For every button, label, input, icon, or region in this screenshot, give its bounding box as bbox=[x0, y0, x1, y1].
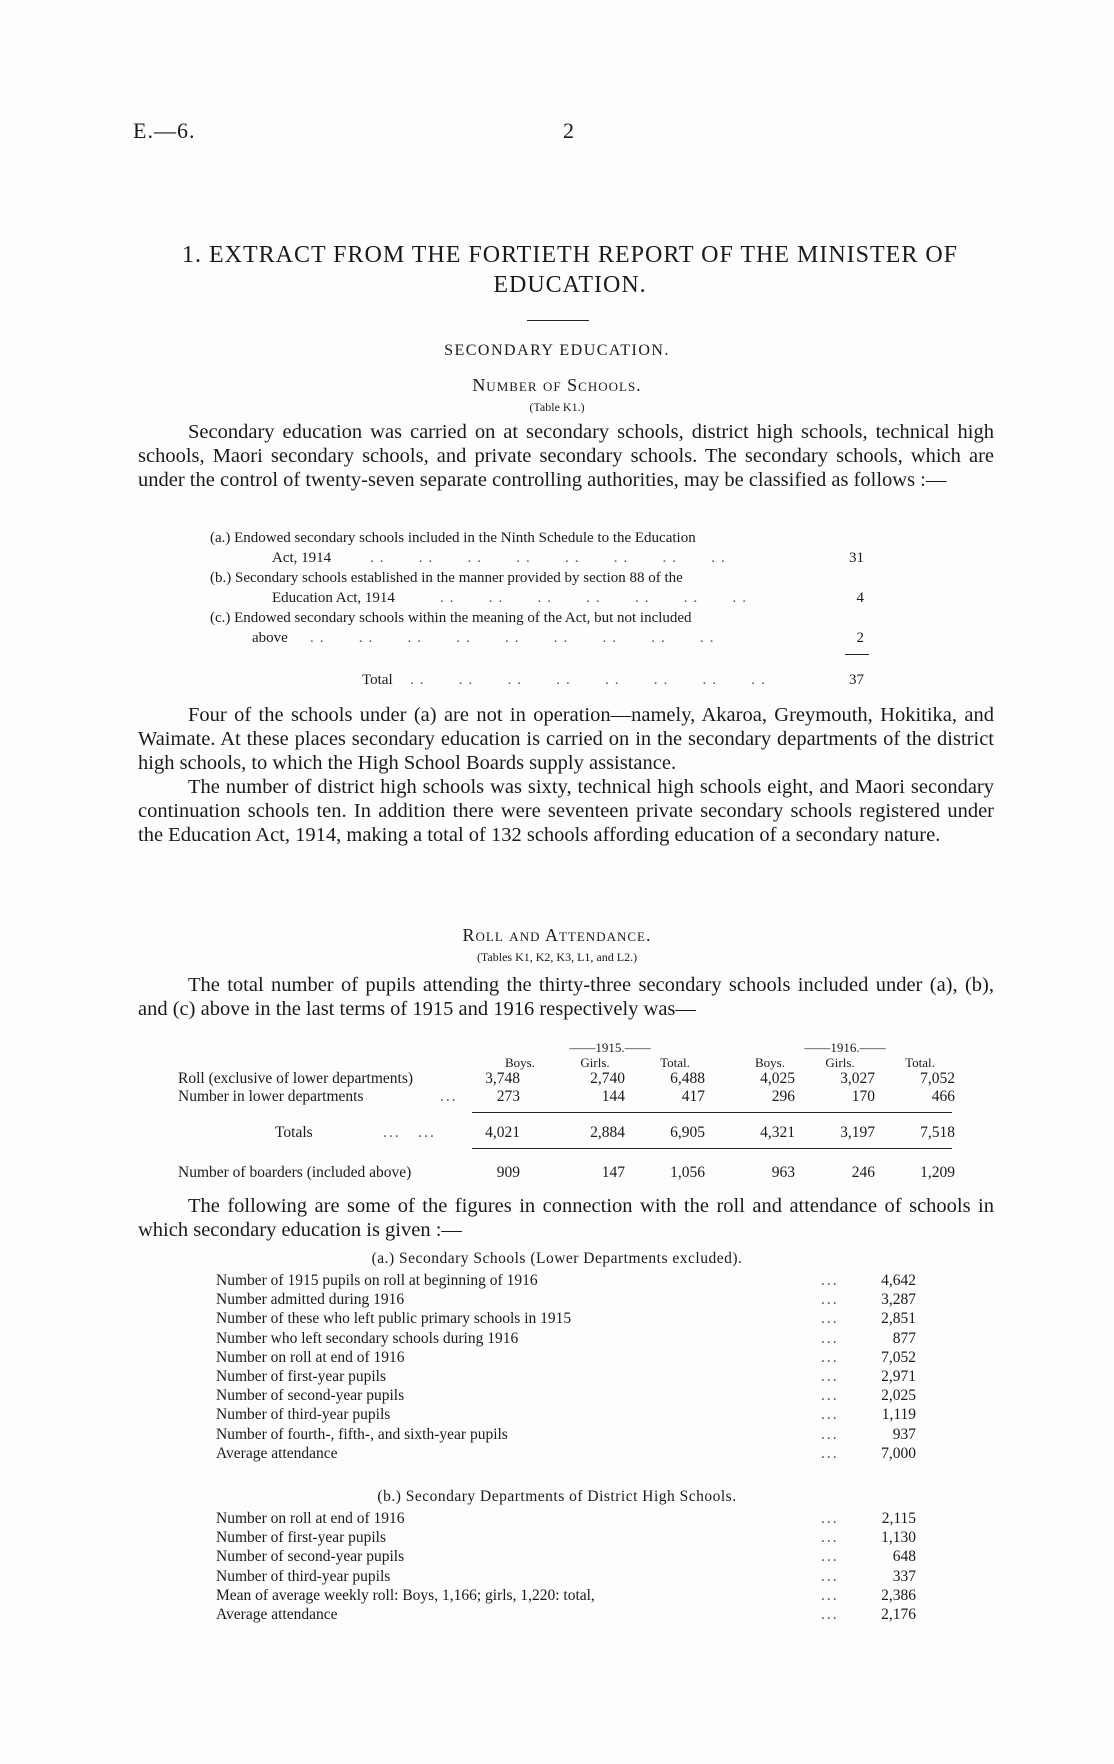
class-a-value: 31 bbox=[849, 550, 864, 566]
table-cell: 6,488 bbox=[670, 1070, 705, 1087]
list-item-label: Mean of average weekly roll: Boys, 1,166; girls, 1,220: total, bbox=[216, 1586, 595, 1604]
list-item bbox=[216, 1445, 916, 1464]
column-header: Girls. bbox=[580, 1055, 610, 1070]
list-item-label: Number of fourth-, fifth-, and sixth-year pupils bbox=[216, 1425, 508, 1443]
table-row-label: Number of boarders (included above) bbox=[178, 1164, 412, 1181]
list-item-value: 1,119 bbox=[881, 1406, 916, 1424]
table-cell: 3,197 bbox=[840, 1124, 875, 1141]
list-item bbox=[216, 1568, 916, 1587]
list-item-label: Number of 1915 pupils on roll at beginning of 1916 bbox=[216, 1272, 538, 1289]
column-header: Total. bbox=[660, 1055, 690, 1070]
list-item-label: Average attendance bbox=[216, 1444, 338, 1462]
paragraph-text: The number of district high schools was sixty, technical high schools eight, and Maori secondary continuation schools ten. In addition there were seventeen private secondary schools registered under the Education Act, 1914, making a total of 132 schools affording education of a secondary nature. bbox=[138, 776, 994, 846]
list-item-value: 7,052 bbox=[881, 1348, 916, 1366]
leader-dots: ... ... bbox=[383, 1124, 436, 1141]
column-header: Girls. bbox=[825, 1055, 855, 1070]
list-item-label: Number of first-year pupils bbox=[216, 1368, 387, 1385]
list-item bbox=[216, 1387, 916, 1406]
table-cell: 246 bbox=[851, 1164, 875, 1181]
leader-dots: ... bbox=[821, 1606, 839, 1623]
list-item-value: 337 bbox=[892, 1567, 916, 1585]
column-header: Boys. bbox=[755, 1055, 785, 1070]
table-row-label: Number in lower departments bbox=[178, 1088, 364, 1105]
classes-total-value: 37 bbox=[849, 672, 864, 688]
section-subheading: Roll and Attendance. bbox=[462, 925, 652, 945]
list-item bbox=[216, 1587, 916, 1606]
leader-dots: ... bbox=[821, 1567, 839, 1585]
sum-rule bbox=[845, 654, 869, 655]
list-item bbox=[216, 1272, 916, 1291]
table-cell: 4,025 bbox=[760, 1070, 795, 1087]
year-1915-header: ——1915.—— bbox=[569, 1040, 651, 1055]
leader-dots: .. .. .. .. .. .. .. .. bbox=[370, 550, 731, 566]
list-item bbox=[216, 1291, 916, 1310]
list-item bbox=[216, 1368, 916, 1387]
leader-dots: ... bbox=[821, 1510, 839, 1527]
table-cell: 1,056 bbox=[670, 1164, 705, 1181]
classes-total-label: Total bbox=[362, 672, 393, 688]
leader-dots: ... bbox=[821, 1291, 839, 1309]
leader-dots: ... bbox=[821, 1272, 839, 1289]
leader-dots: ... bbox=[821, 1329, 839, 1347]
school-classification-list bbox=[210, 528, 910, 658]
table-cell: 7,518 bbox=[920, 1124, 955, 1141]
class-a-line1: (a.) Endowed secondary schools included in the Ninth Schedule to the Education bbox=[210, 530, 696, 546]
list-item-label: Number on roll at end of 1916 bbox=[216, 1510, 405, 1527]
list-item-value: 2,025 bbox=[881, 1387, 916, 1405]
list-item-value: 937 bbox=[892, 1425, 916, 1443]
leader-dots: .. .. .. .. .. .. .. .. .. bbox=[310, 630, 720, 646]
list-item-label: Number of second-year pupils bbox=[216, 1548, 405, 1566]
paragraph-text: Four of the schools under (a) are not in operation—namely, Akaroa, Greymouth, Hokitika, and Waimate. At these places secondary education is carried on in the secondary departments of the district high schools, to which the High School Boards supply assistance. bbox=[138, 704, 994, 774]
table-cell: 144 bbox=[601, 1088, 625, 1105]
list-item-value: 2,176 bbox=[881, 1606, 916, 1623]
table-note: (Tables K1, K2, K3, L1, and L2.) bbox=[476, 950, 638, 964]
paragraph-operation bbox=[138, 703, 994, 847]
list-item-value: 2,971 bbox=[881, 1368, 916, 1385]
paragraph-text: The following are some of the figures in connection with the roll and attendance of schools in which secondary education is given :— bbox=[138, 1195, 994, 1241]
page-number: 2 bbox=[563, 118, 574, 143]
list-item bbox=[216, 1426, 916, 1445]
leader-dots: .. .. .. .. .. .. .. .. bbox=[410, 672, 771, 688]
table-cell: 296 bbox=[771, 1088, 795, 1105]
class-c-line1: (c.) Endowed secondary schools within the meaning of the Act, but not included bbox=[210, 610, 692, 626]
table-cell: 4,021 bbox=[485, 1124, 520, 1141]
paragraph-roll bbox=[138, 973, 994, 1021]
paragraph-text: The total number of pupils attending the thirty-three secondary schools included under (a), (b), and (c) above in the last terms of 1915 and 1916 respectively was— bbox=[138, 974, 994, 1020]
leader-dots: ... bbox=[821, 1348, 839, 1366]
table-cell: 909 bbox=[496, 1164, 520, 1181]
list-item-value: 7,000 bbox=[881, 1444, 916, 1462]
table-cell: 466 bbox=[931, 1088, 955, 1105]
list-item-value: 1,130 bbox=[881, 1529, 916, 1547]
list-item-label: Number who left secondary schools during 1916 bbox=[216, 1329, 519, 1347]
year-1916-header: ——1916.—— bbox=[804, 1040, 886, 1055]
table-cell: 2,740 bbox=[590, 1070, 625, 1087]
section-subheading: Number of Schools. bbox=[472, 375, 642, 395]
leader-dots: ... bbox=[821, 1368, 839, 1385]
list-a bbox=[216, 1272, 916, 1482]
list-item-value: 3,287 bbox=[881, 1291, 916, 1309]
list-item-label: Number of these who left public primary schools in 1915 bbox=[216, 1310, 572, 1328]
leader-dots: ... bbox=[821, 1548, 839, 1566]
table-cell: 2,884 bbox=[590, 1124, 625, 1141]
list-item-label: Number admitted during 1916 bbox=[216, 1291, 405, 1309]
sum-rule bbox=[472, 1112, 952, 1113]
leader-dots: .. .. .. .. .. .. .. bbox=[440, 590, 752, 606]
table-cell: 170 bbox=[851, 1088, 875, 1105]
list-b-heading: (b.) Secondary Departments of District High Schools. bbox=[377, 1488, 737, 1505]
class-b-line1: (b.) Secondary schools established in the manner provided by section 88 of the bbox=[210, 570, 683, 586]
list-item-value: 648 bbox=[892, 1548, 916, 1566]
leader-dots: ... bbox=[821, 1387, 839, 1405]
table-cell: 4,321 bbox=[760, 1124, 795, 1141]
leader-dots: ... bbox=[821, 1406, 839, 1424]
class-c-value: 2 bbox=[856, 630, 864, 646]
paragraph-classification bbox=[138, 420, 994, 492]
class-b-value: 4 bbox=[856, 590, 864, 606]
list-item-label: Number of third-year pupils bbox=[216, 1406, 391, 1424]
table-cell: 273 bbox=[496, 1088, 520, 1105]
list-b bbox=[216, 1510, 916, 1640]
document-reference: E.—6. bbox=[133, 118, 196, 143]
column-header: Total. bbox=[905, 1055, 935, 1070]
table-cell: 1,209 bbox=[920, 1164, 955, 1181]
list-item-label: Number of first-year pupils bbox=[216, 1529, 387, 1547]
list-item bbox=[216, 1349, 916, 1368]
title-divider bbox=[527, 320, 589, 321]
list-item bbox=[216, 1606, 916, 1625]
list-item-label: Number of third-year pupils bbox=[216, 1567, 391, 1585]
table-row-label: Roll (exclusive of lower departments) bbox=[178, 1070, 414, 1087]
table-cell: 147 bbox=[601, 1164, 625, 1181]
leader-dots: ... bbox=[821, 1529, 839, 1547]
list-item-value: 2,386 bbox=[881, 1586, 916, 1604]
column-header: Boys. bbox=[505, 1055, 535, 1070]
leader-dots: ... bbox=[821, 1586, 839, 1604]
list-item bbox=[216, 1330, 916, 1349]
leader-dots: ... bbox=[821, 1310, 839, 1328]
class-b-line2: Education Act, 1914 bbox=[272, 590, 395, 606]
list-item-label: Average attendance bbox=[216, 1606, 338, 1623]
table-cell: 963 bbox=[771, 1164, 795, 1181]
list-item bbox=[216, 1510, 916, 1529]
table-row-label: Totals bbox=[275, 1124, 313, 1141]
table-note: (Table K1.) bbox=[529, 400, 585, 414]
leader-dots: ... bbox=[821, 1425, 839, 1443]
list-item bbox=[216, 1406, 916, 1425]
list-item-label: Number of second-year pupils bbox=[216, 1387, 405, 1405]
paragraph-figures bbox=[138, 1194, 994, 1242]
table-cell: 7,052 bbox=[920, 1070, 955, 1087]
table-cell: 6,905 bbox=[670, 1124, 705, 1141]
list-item-value: 4,642 bbox=[881, 1272, 916, 1289]
list-item-label: Number on roll at end of 1916 bbox=[216, 1348, 405, 1366]
list-item bbox=[216, 1529, 916, 1548]
leader-dots: ... bbox=[821, 1444, 839, 1462]
list-item bbox=[216, 1310, 916, 1329]
table-cell: 417 bbox=[681, 1088, 705, 1105]
table-cell: 3,027 bbox=[840, 1070, 875, 1087]
list-a-heading: (a.) Secondary Schools (Lower Departments excluded). bbox=[371, 1250, 743, 1267]
paragraph-text: Secondary education was carried on at secondary schools, district high schools, technical high schools, Maori secondary schools, and private secondary schools. The secondary schools, which are under the control of twenty-seven separate controlling authorities, may be classified as follows :— bbox=[138, 421, 994, 491]
sum-rule bbox=[472, 1148, 952, 1149]
class-a-line2: Act, 1914 bbox=[272, 550, 332, 566]
class-c-line2: above bbox=[252, 630, 288, 646]
roll-table bbox=[0, 1040, 1114, 1180]
list-item-value: 877 bbox=[892, 1329, 916, 1347]
document-title: 1. EXTRACT FROM THE FORTIETH REPORT OF THE MINISTER OF EDUCATION. bbox=[181, 242, 959, 298]
list-item bbox=[216, 1548, 916, 1567]
list-item-value: 2,115 bbox=[881, 1510, 916, 1527]
leader-dots: ... bbox=[440, 1088, 458, 1105]
section-heading: SECONDARY EDUCATION. bbox=[444, 342, 670, 359]
table-cell: 3,748 bbox=[485, 1070, 520, 1087]
list-item-value: 2,851 bbox=[881, 1310, 916, 1328]
